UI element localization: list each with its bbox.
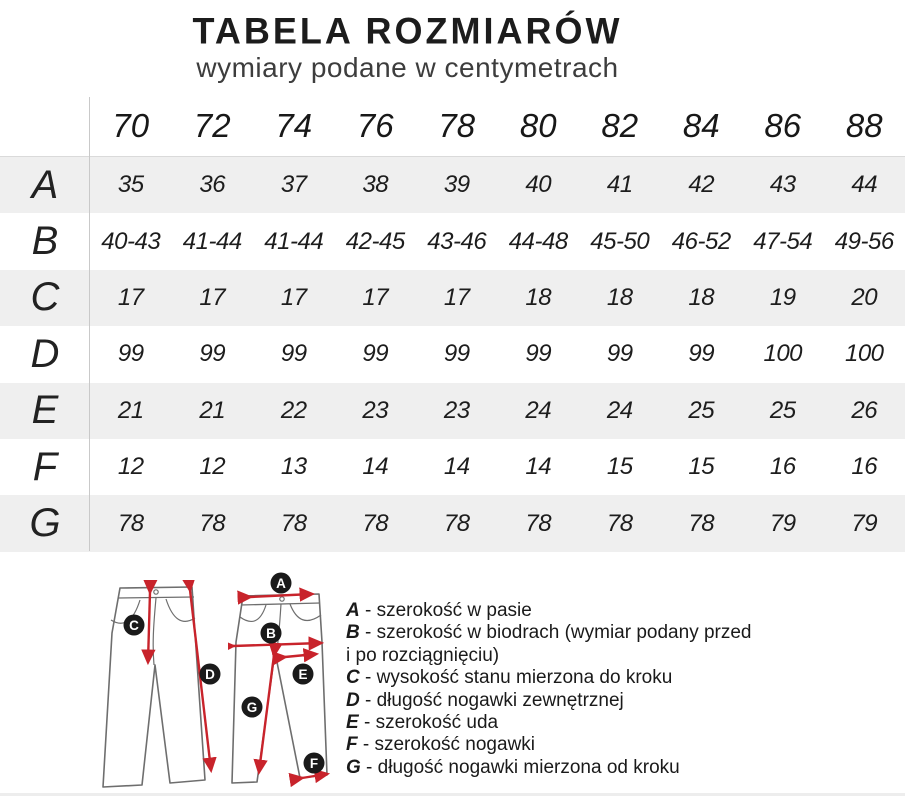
size-cell: 16 bbox=[851, 453, 878, 481]
row-label: D bbox=[30, 331, 60, 376]
size-cell: 42-45 bbox=[345, 227, 405, 255]
size-cell: 45-50 bbox=[590, 227, 650, 255]
legend-line: F - szerokość nogawki bbox=[346, 734, 536, 756]
table-row-f bbox=[0, 439, 905, 495]
row-label: F bbox=[32, 444, 58, 489]
page-subtitle: wymiary podane w centymetrach bbox=[196, 51, 619, 83]
page-title: TABELA ROZMIARÓW bbox=[192, 9, 623, 52]
legend-letter: E bbox=[346, 712, 359, 734]
table-row-e bbox=[0, 383, 905, 439]
size-cell: 14 bbox=[525, 453, 552, 481]
size-cell: 78 bbox=[117, 509, 144, 537]
row-label: C bbox=[30, 275, 60, 320]
size-cell: 24 bbox=[525, 396, 552, 424]
size-cell: 18 bbox=[525, 283, 552, 311]
size-cell: 78 bbox=[688, 509, 715, 537]
size-column-header: 88 bbox=[845, 106, 883, 144]
size-column-header: 70 bbox=[112, 106, 150, 144]
size-cell: 13 bbox=[280, 453, 307, 481]
size-column-header: 80 bbox=[519, 106, 557, 144]
size-cell: 24 bbox=[606, 396, 633, 424]
marker-f-label: F bbox=[309, 756, 319, 771]
legend-line: E - szerokość uda bbox=[346, 712, 499, 734]
size-cell: 99 bbox=[199, 340, 226, 368]
size-cell: 44-48 bbox=[508, 227, 568, 255]
size-cell: 99 bbox=[362, 340, 389, 368]
size-cell: 19 bbox=[769, 283, 796, 311]
size-column-header: 84 bbox=[682, 106, 720, 144]
size-cell: 23 bbox=[362, 396, 389, 424]
size-cell: 99 bbox=[688, 340, 715, 368]
size-cell: 26 bbox=[851, 396, 878, 424]
size-cell: 21 bbox=[117, 396, 144, 424]
size-cell: 25 bbox=[688, 396, 715, 424]
marker-a-label: A bbox=[276, 576, 286, 591]
row-label: A bbox=[31, 162, 59, 207]
legend-letter: G bbox=[346, 756, 361, 778]
size-cell: 43 bbox=[769, 171, 796, 199]
legend-line: D - długość nogawki zewnętrznej bbox=[346, 689, 624, 711]
size-cell: 43-46 bbox=[427, 227, 487, 255]
size-column-header: 82 bbox=[601, 106, 639, 144]
size-cell: 78 bbox=[443, 509, 470, 537]
size-cell: 78 bbox=[199, 509, 226, 537]
size-cell: 23 bbox=[443, 396, 470, 424]
size-cell: 14 bbox=[362, 453, 389, 481]
marker-b-label: B bbox=[266, 626, 276, 641]
table-vertical-divider bbox=[89, 97, 90, 551]
legend-line: G - długość nogawki mierzona od kroku bbox=[346, 756, 680, 778]
marker-b bbox=[261, 623, 282, 644]
size-cell: 17 bbox=[199, 283, 226, 311]
legend-line: B - szerokość w biodrach (wymiar podany przed bbox=[346, 622, 752, 644]
marker-d-label: D bbox=[205, 667, 215, 682]
size-cell: 22 bbox=[280, 396, 307, 424]
size-column-header: 76 bbox=[356, 106, 394, 144]
size-cell: 79 bbox=[769, 509, 796, 537]
size-cell: 20 bbox=[851, 283, 878, 311]
size-header-row bbox=[0, 95, 905, 157]
size-cell: 100 bbox=[763, 340, 803, 368]
marker-a bbox=[271, 573, 292, 594]
size-cell: 16 bbox=[769, 453, 796, 481]
legend-letter: F bbox=[346, 734, 358, 756]
row-label: B bbox=[31, 219, 59, 264]
size-cell: 38 bbox=[362, 171, 389, 199]
legend-line: i po rozciągnięciu) bbox=[346, 644, 500, 666]
size-cell: 17 bbox=[362, 283, 389, 311]
table-row-c bbox=[0, 270, 905, 326]
size-cell: 15 bbox=[688, 453, 715, 481]
size-cell: 99 bbox=[117, 340, 144, 368]
size-cell: 41-44 bbox=[182, 227, 242, 255]
size-cell: 17 bbox=[443, 283, 470, 311]
marker-c bbox=[124, 615, 145, 636]
size-cell: 17 bbox=[280, 283, 307, 311]
table-row-a bbox=[0, 157, 905, 213]
pants-diagram-front bbox=[98, 580, 228, 793]
size-column-header: 86 bbox=[764, 106, 802, 144]
row-label: G bbox=[29, 501, 61, 546]
marker-g-label: G bbox=[246, 700, 258, 715]
size-column-header: 72 bbox=[193, 106, 231, 144]
size-cell: 12 bbox=[199, 453, 226, 481]
size-cell: 25 bbox=[769, 396, 796, 424]
size-cell: 41 bbox=[606, 171, 633, 199]
size-cell: 41-44 bbox=[264, 227, 324, 255]
size-cell: 37 bbox=[280, 171, 307, 199]
marker-d bbox=[200, 664, 221, 685]
marker-g bbox=[242, 697, 263, 718]
pants-diagram-back bbox=[228, 572, 344, 794]
marker-c-label: C bbox=[129, 618, 139, 633]
size-cell: 99 bbox=[606, 340, 633, 368]
size-cell: 21 bbox=[199, 396, 226, 424]
size-cell: 49-56 bbox=[834, 227, 894, 255]
size-cell: 40 bbox=[525, 171, 552, 199]
size-cell: 99 bbox=[280, 340, 307, 368]
size-column-header: 74 bbox=[275, 106, 313, 144]
size-cell: 14 bbox=[443, 453, 470, 481]
size-cell: 47-54 bbox=[753, 227, 813, 255]
size-cell: 35 bbox=[117, 171, 144, 199]
legend-line: A - szerokość w pasie bbox=[346, 600, 532, 621]
legend-letter: D bbox=[346, 689, 360, 711]
page-header bbox=[0, 9, 815, 84]
size-cell: 40-43 bbox=[101, 227, 161, 255]
legend-line: C - wysokość stanu mierzona do kroku bbox=[346, 667, 673, 689]
size-cell: 46-52 bbox=[671, 227, 731, 255]
size-cell: 99 bbox=[525, 340, 552, 368]
size-cell: 44 bbox=[851, 171, 878, 199]
size-cell: 36 bbox=[199, 171, 226, 199]
size-table bbox=[0, 95, 905, 552]
table-row-b bbox=[0, 213, 905, 269]
size-column-header: 78 bbox=[438, 106, 476, 144]
size-cell: 78 bbox=[606, 509, 633, 537]
marker-f bbox=[304, 753, 325, 774]
size-cell: 78 bbox=[280, 509, 307, 537]
size-cell: 18 bbox=[606, 283, 633, 311]
marker-e-label: E bbox=[298, 667, 308, 682]
legend-letter: B bbox=[346, 622, 360, 644]
size-cell: 79 bbox=[851, 509, 878, 537]
size-cell: 12 bbox=[117, 453, 144, 481]
marker-e bbox=[293, 664, 314, 685]
size-cell: 39 bbox=[443, 171, 470, 199]
size-cell: 99 bbox=[443, 340, 470, 368]
row-label: E bbox=[31, 388, 59, 433]
size-cell: 100 bbox=[844, 340, 884, 368]
table-row-g bbox=[0, 495, 905, 551]
size-cell: 78 bbox=[362, 509, 389, 537]
measurement-legend bbox=[346, 600, 766, 779]
legend-letter: C bbox=[346, 667, 360, 689]
size-cell: 78 bbox=[525, 509, 552, 537]
table-row-d bbox=[0, 326, 905, 382]
size-cell: 15 bbox=[606, 453, 633, 481]
legend-letter: A bbox=[346, 600, 360, 621]
size-cell: 17 bbox=[117, 283, 144, 311]
size-cell: 18 bbox=[688, 283, 715, 311]
size-cell: 42 bbox=[688, 171, 715, 199]
